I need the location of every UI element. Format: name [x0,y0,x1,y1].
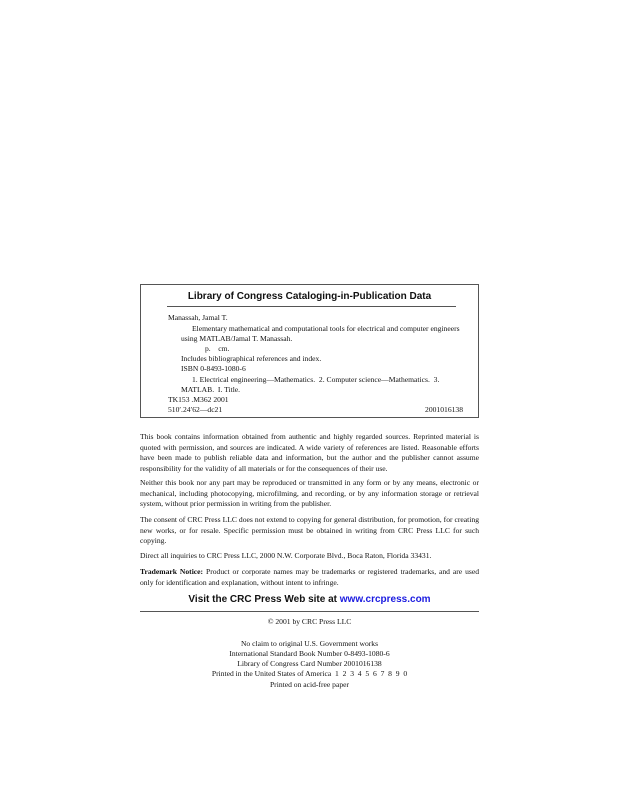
trademark-label: Trademark Notice: [140,567,204,576]
cip-lc-class: TK153 .M362 2001 [168,395,229,404]
government-works-note: No claim to original U.S. Government works [240,639,379,648]
cip-data-box [140,284,479,418]
cip-title-line-1: Elementary mathematical and computational tools for electrical and computer engineers [192,324,460,333]
trademark-text: Product or corporate names may be trademarks or registered trademarks, and are used only for identification and explanation, without intent to infringe. [140,567,479,587]
paragraph-trademark [140,567,479,588]
cip-title-line-2: using MATLAB/Jamal T. Manassah. [181,334,293,343]
cip-bibliography-note: Includes bibliographical references and index. [181,354,322,363]
isbn-line: International Standard Book Number 0-8493-1080-6 [229,649,390,658]
cip-divider [167,306,456,307]
paragraph-reproduction: Neither this book nor any part may be reproduced or transmitted in any form or by any means, electronic or mechanical, including photocopying, microfilming, and recording, or by any information storage or retrieval system, without prior permission in writing from the publisher. [140,478,479,509]
visit-text: Visit the CRC Press Web site at [188,594,340,605]
cip-lccn: 2001016138 [425,405,463,414]
cip-dewey: 510′.24′62—dc21 [168,405,223,414]
website-link[interactable]: www.crcpress.com [339,594,431,605]
printing-line: Printed in the United States of America 1 2 3 4 5 6 7 8 9 0 [211,669,408,678]
lccn-line: Library of Congress Card Number 2001016138 [237,659,382,668]
cip-subjects-line-1: 1. Electrical engineering—Mathematics. 2. Computer science—Mathematics. 3. [192,375,440,384]
paragraph-consent: The consent of CRC Press LLC does not extend to copying for general distribution, for promotion, for creating new works, or for resale. Specific permission must be obtained in writing from CRC Press LLC for such copying. [140,515,479,546]
paragraph-inquiries: Direct all inquiries to CRC Press LLC, 2000 N.W. Corporate Blvd., Boca Raton, Florida 33431. [140,551,432,560]
cip-title: Library of Congress Cataloging-in-Publication Data [187,291,432,302]
cip-subjects-line-2: MATLAB. I. Title. [181,385,241,394]
paragraph-reliability: This book contains information obtained from authentic and highly regarded sources. Reprinted material is quoted with permission, and sources are indicated. A wide variety of references are listed. Reasonable efforts have been made to publish reliable data and information, but the author and the publisher cannot assume responsibility for the validity of all materials or for the consequences of their use. [140,432,479,473]
cip-isbn: ISBN 0-8493-1080-6 [181,364,246,373]
paper-note: Printed on acid-free paper [269,680,350,689]
visit-divider [140,611,479,612]
cip-author: Manassah, Jamal T. [168,313,228,322]
visit-website [140,594,479,605]
cip-physical-description: p. cm. [205,344,230,353]
copyright-line: © 2001 by CRC Press LLC [267,617,352,626]
